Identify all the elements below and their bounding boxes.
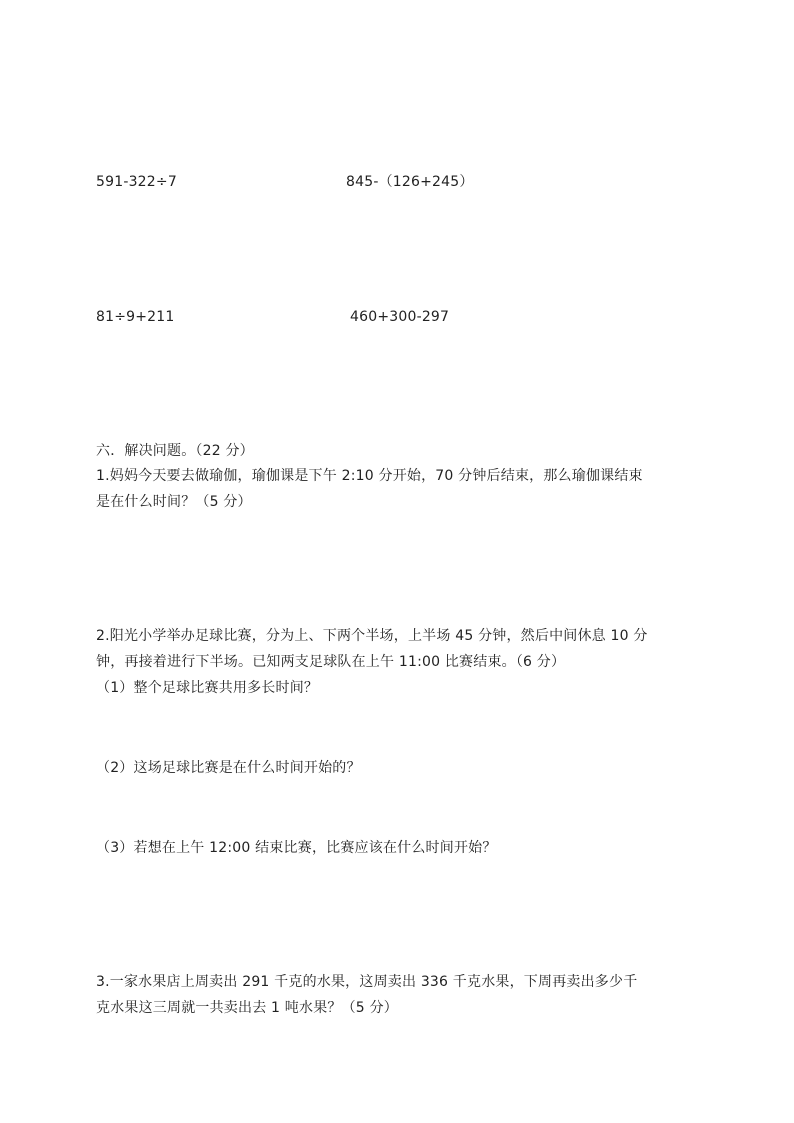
q2-sub-2: （2）这场足球比赛是在什么时间开始的？ [96, 760, 361, 776]
calc-2-left: 81÷9+211 [96, 309, 175, 325]
q1-line-2: 是在什么时间？（5 分） [96, 494, 252, 510]
q3-line-1: 3.一家水果店上周卖出 291 千克的水果，这周卖出 336 千克水果，下周再卖出多少千 [96, 974, 638, 990]
section-heading: 六．解决问题。（22 分） [96, 443, 254, 459]
q2-line-1: 2.阳光小学举办足球比赛，分为上、下两个半场，上半场 45 分钟，然后中间休息 10 分 [96, 628, 648, 644]
calc-1-right: 845-（126+245） [346, 174, 474, 190]
q1-line-1: 1.妈妈今天要去做瑜伽，瑜伽课是下午 2:10 分开始，70 分钟后结束，那么瑜伽课结束 [96, 468, 643, 484]
calc-2-right: 460+300-297 [350, 309, 450, 325]
calc-1-left: 591-322÷7 [96, 174, 177, 190]
q2-sub-1: （1）整个足球比赛共用多长时间？ [96, 680, 319, 696]
q3-line-2: 克水果这三周就一共卖出去 1 吨水果？（5 分） [96, 1000, 398, 1016]
q2-line-2: 钟，再接着进行下半场。已知两支足球队在上午 11:00 比赛结束。（6 分） [96, 654, 566, 670]
q2-sub-3: （3）若想在上午 12:00 结束比赛，比赛应该在什么时间开始？ [96, 840, 497, 856]
